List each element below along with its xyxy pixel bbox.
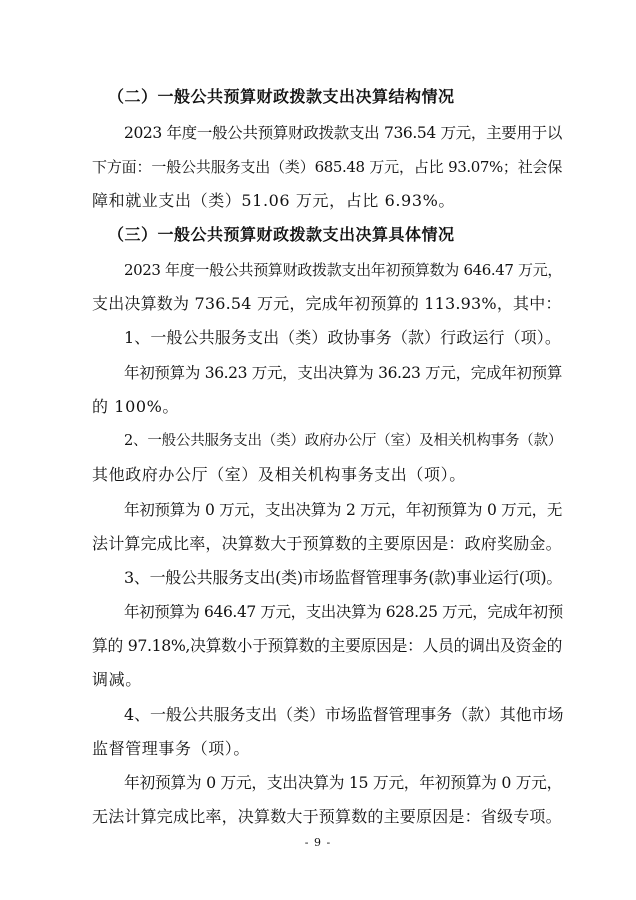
list-item-title: 2、一般公共服务支出（类）政府办公厅（室）及相关机构事务（款） [124,433,562,449]
list-item-title: 3、一般公共服务支出(类)市场监督管理事务(款)事业运行(项)。 [124,568,563,587]
paragraph-line: 年初预算为 36.23 万元，支出决算为 36.23 万元，完成年初预算 [124,364,562,382]
paragraph-line: 2023 年度一般公共预算财政拨款支出年初预算数为 646.47 万元， [124,261,562,279]
list-item-title: 监督管理事务（项）。 [92,739,251,758]
section-heading-2: （二）一般公共预算财政拨款支出决算结构情况 [108,87,455,106]
paragraph-line: 算的 97.18%,决算数小于预算数的主要原因是：人员的调出及资金的 [92,636,562,655]
paragraph-line: 无法计算完成比率，决算数大于预算数的主要原因是：省级专项。 [92,807,562,826]
paragraph-line: 调减。 [92,670,142,689]
paragraph-line: 2023 年度一般公共预算财政拨款支出 736.54 万元，主要用于以 [124,124,562,142]
paragraph-line: 的 100%。 [92,397,180,416]
paragraph-line: 法计算完成比率，决算数大于预算数的主要原因是：政府奖励金。 [92,534,562,553]
paragraph-line: 年初预算为 0 万元，支出决算为 15 万元，年初预算为 0 万元， [124,773,562,792]
list-item-title: 1、一般公共服务支出（类）政协事务（款）行政运行（项）。 [124,328,561,347]
paragraph-line: 障和就业支出（类）51.06 万元，占比 6.93%。 [92,191,456,210]
page-number: - 9 - [304,836,332,849]
paragraph-line: 下方面：一般公共服务支出（类）685.48 万元，占比 93.07%；社会保 [92,158,562,176]
list-item-title: 4、一般公共服务支出（类）市场监督管理事务（款）其他市场 [124,705,564,724]
paragraph-line: 年初预算为 0 万元，支出决算为 2 万元，年初预算为 0 万元，无 [124,501,562,519]
list-item-title: 其他政府办公厅（室）及相关机构事务支出（项）。 [92,465,466,484]
section-heading-3: （三）一般公共预算财政拨款支出决算具体情况 [108,225,455,244]
paragraph-line: 支出决算数为 736.54 万元，完成年初预算的 113.93%，其中： [92,294,562,313]
paragraph-line: 年初预算为 646.47 万元，支出决算为 628.25 万元，完成年初预 [124,603,563,621]
